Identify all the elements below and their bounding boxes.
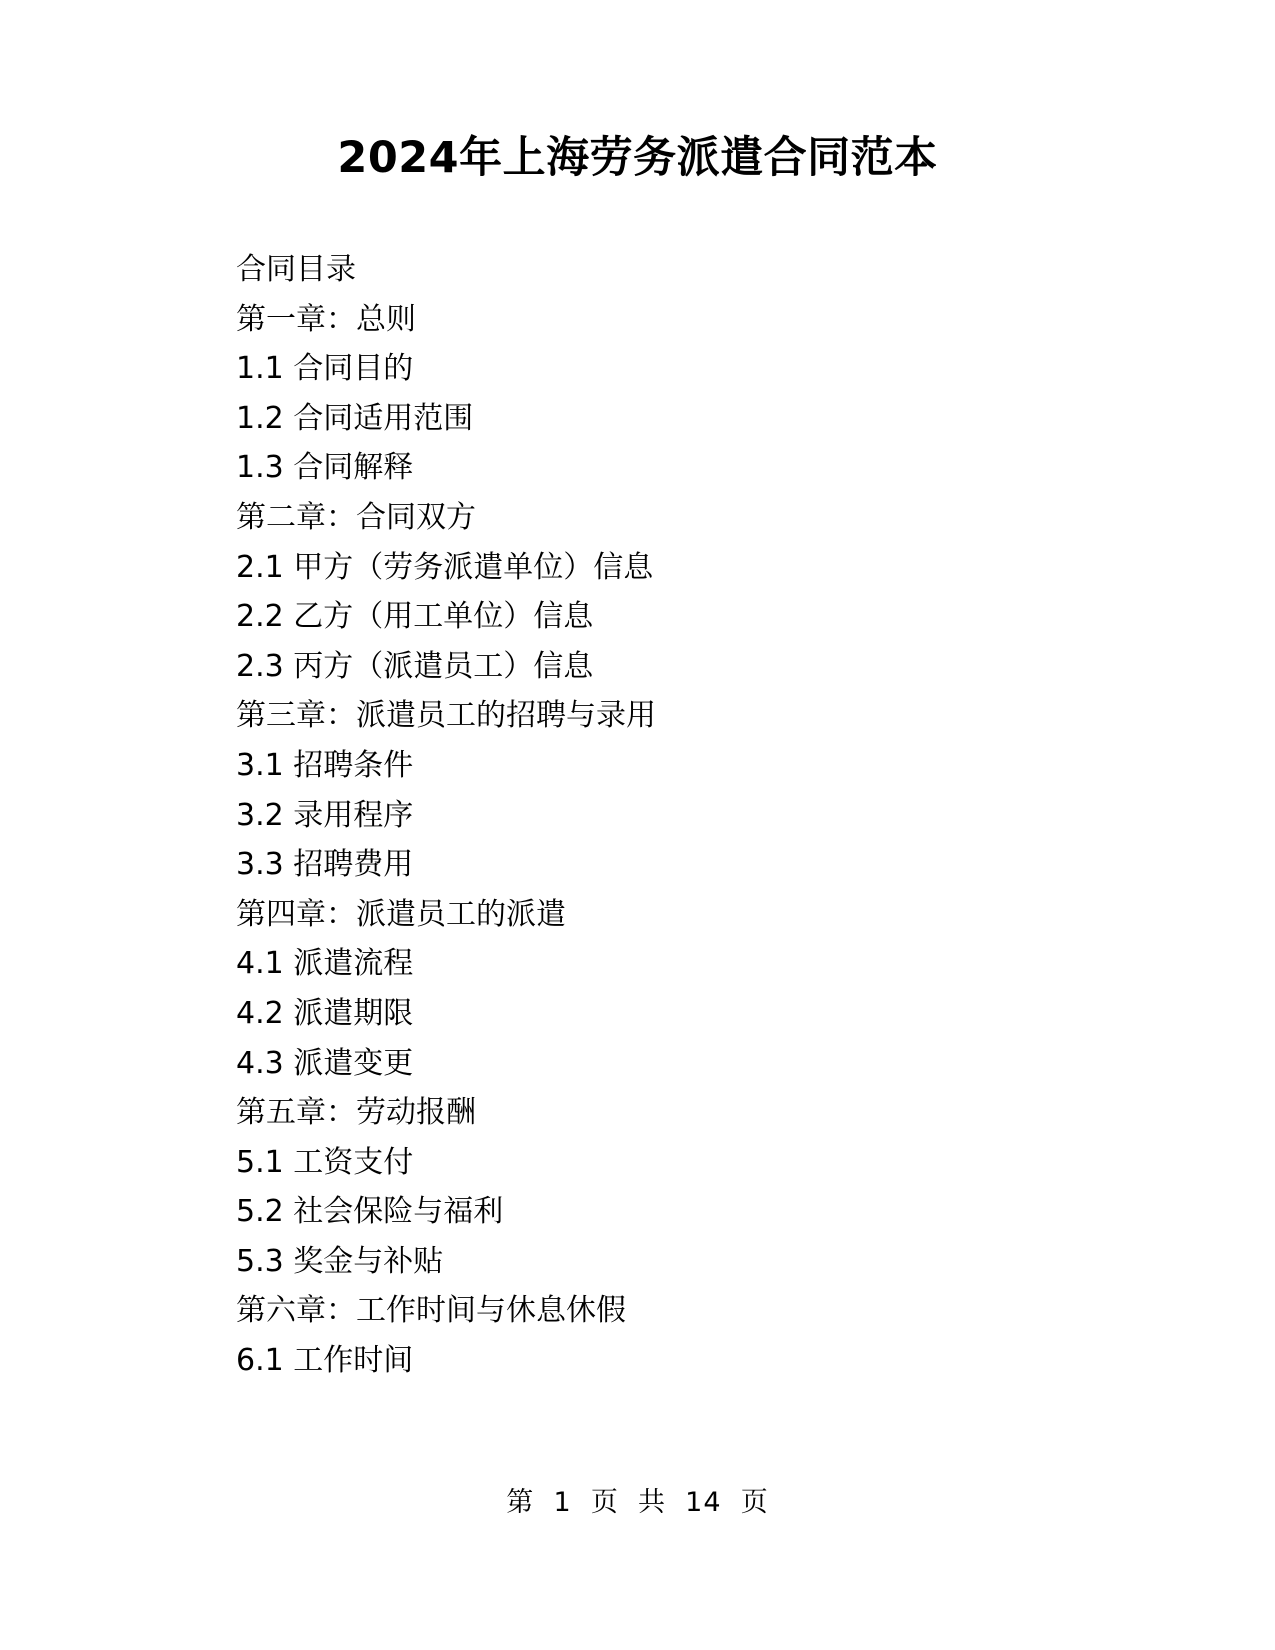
toc-entry: 2.2 乙方（用工单位）信息 <box>236 599 594 635</box>
page-title: 2024年上海劳务派遣合同范本 <box>337 133 938 183</box>
footer-suffix: 页 <box>740 1487 769 1518</box>
toc-entry: 第六章：工作时间与休息休假 <box>236 1293 626 1329</box>
toc-entry: 4.2 派遣期限 <box>236 995 414 1031</box>
toc-entry: 5.2 社会保险与福利 <box>236 1194 504 1230</box>
toc-entry: 合同目录 <box>236 252 356 287</box>
toc-entry: 第五章：劳动报酬 <box>236 1095 476 1131</box>
toc-entry: 1.2 合同适用范围 <box>236 400 474 436</box>
table-of-contents <box>236 245 1155 1386</box>
toc-entry: 2.1 甲方（劳务派遣单位）信息 <box>236 549 654 585</box>
page-footer <box>0 1480 1275 1519</box>
toc-entry: 3.2 录用程序 <box>236 797 414 833</box>
toc-entry: 4.3 派遣变更 <box>236 1045 414 1081</box>
footer-prefix: 第 <box>506 1487 535 1518</box>
toc-entry: 第三章：派遣员工的招聘与录用 <box>236 698 656 734</box>
toc-entry: 6.1 工作时间 <box>236 1343 414 1379</box>
footer-middle: 页 共 <box>590 1487 666 1518</box>
toc-entry: 3.1 招聘条件 <box>236 747 414 783</box>
toc-entry: 第二章：合同双方 <box>236 499 476 535</box>
toc-entry: 2.3 丙方（派遣员工）信息 <box>236 648 594 684</box>
toc-entry: 4.1 派遣流程 <box>236 946 414 982</box>
toc-entry: 1.1 合同目的 <box>236 351 414 387</box>
toc-entry: 3.3 招聘费用 <box>236 847 414 883</box>
footer-current-page: 1 <box>553 1487 572 1518</box>
toc-entry: 5.1 工资支付 <box>236 1144 414 1180</box>
toc-entry: 第四章：派遣员工的派遣 <box>236 896 566 932</box>
toc-entry: 1.3 合同解释 <box>236 450 414 486</box>
toc-entry: 第一章：总则 <box>236 301 416 337</box>
footer-total-pages: 14 <box>685 1487 722 1518</box>
toc-entry: 5.3 奖金与补贴 <box>236 1243 444 1279</box>
